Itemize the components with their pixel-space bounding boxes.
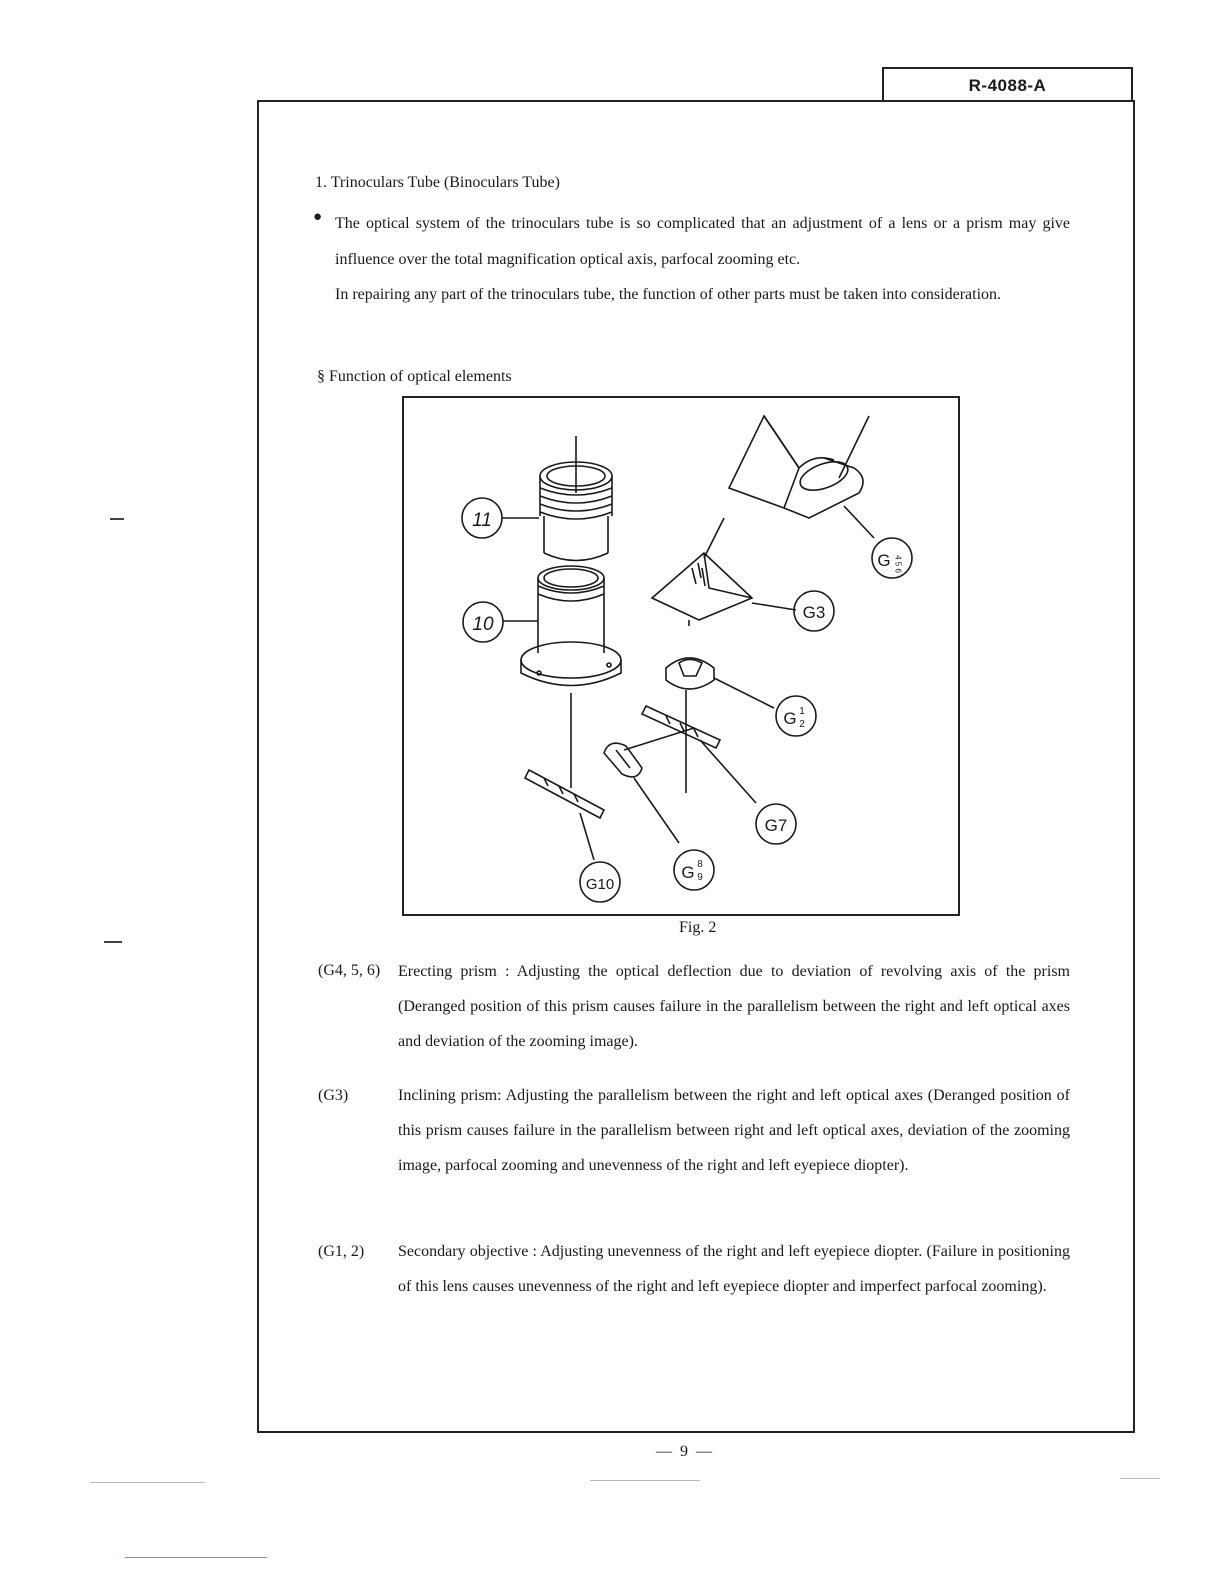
section-heading: 1. Trinoculars Tube (Binoculars Tube) (315, 174, 560, 191)
callout-g3-text: G3 (802, 603, 826, 622)
callout-g89 (674, 850, 714, 890)
figure-2-diagram (402, 396, 960, 916)
element-desc-g3: Inclining prism: Adjusting the parallelism between the right and left optical axes (Deranged position of this prism causes failure in the parallelism between right and left optical axes, deviation of the zooming image, parfocal zooming and unevenness of the right and left eyepiece diopter). (398, 1087, 1070, 1174)
callout-10 (463, 602, 538, 642)
scan-rule (125, 1557, 267, 1558)
eyepiece-sleeve-part-11 (540, 436, 612, 561)
element-desc-g12: Secondary objective : Adjusting unevenness of the right and left eyepiece diopter. (Failure in positioning of this lens causes unevenness of the right and left eyepiece diopter and imperfect parfocal zooming). (398, 1243, 1070, 1295)
subsection-heading: § Function of optical elements (317, 368, 512, 385)
callout-11 (462, 498, 539, 538)
lens-pair-g89 (604, 728, 694, 843)
bullet-icon: ● (313, 209, 323, 225)
callout-g89-n1: 8 (697, 859, 703, 870)
callout-g89-n2: 9 (697, 872, 703, 883)
secondary-objective-g12 (666, 658, 774, 793)
callout-g456 (872, 538, 912, 578)
callout-g10 (580, 862, 620, 902)
mirror-plate-g10 (525, 770, 604, 860)
repair-note: In repairing any part of the trinoculars tube, the function of other parts must be taken into consideration. (335, 286, 1002, 303)
callout-g12-n1: 1 (799, 706, 805, 717)
scan-rule (90, 1482, 205, 1483)
callout-10-text: 10 (472, 614, 494, 635)
callout-g456-g: G (877, 551, 891, 570)
callout-11-text: 11 (472, 510, 492, 531)
mirror-plate-g7 (642, 706, 756, 803)
margin-mark (104, 941, 122, 943)
callout-g10-text: G10 (585, 876, 615, 893)
element-label-g456: (G4, 5, 6) (318, 962, 381, 979)
callout-g12 (776, 696, 816, 736)
element-label-g3: (G3) (318, 1087, 349, 1104)
callout-g3 (794, 591, 834, 631)
document-number: R-4088-A (882, 67, 1133, 101)
margin-mark (110, 518, 124, 520)
intro-text: The optical system of the trinoculars tube is so complicated that an adjustment of a lens or a prism may give influence over the total magnification optical axis, parfocal zooming etc. (335, 215, 1070, 268)
callout-g12-n2: 2 (799, 719, 805, 730)
inclining-prism-g3 (652, 518, 796, 626)
callout-g456-n: 4 5 6 (893, 555, 903, 573)
callout-g7 (756, 804, 796, 844)
element-desc-g456: Erecting prism : Adjusting the optical deflection due to deviation of revolving axis of the prism (Deranged position of this prism causes failure in the parallelism between the right and left optical axes and deviation of the zooming image). (398, 963, 1070, 1050)
callout-g7-text: G7 (764, 816, 788, 835)
element-label-g12: (G1, 2) (318, 1243, 365, 1260)
callout-g12-g: G (783, 709, 797, 728)
figure-caption: Fig. 2 (679, 919, 717, 936)
scan-rule (590, 1480, 700, 1481)
erecting-prism-g456 (729, 416, 874, 538)
intro-paragraph (335, 206, 1070, 313)
scan-rule (1120, 1478, 1160, 1479)
page-number: — 9 — (656, 1443, 714, 1460)
callout-g89-g: G (681, 863, 695, 882)
